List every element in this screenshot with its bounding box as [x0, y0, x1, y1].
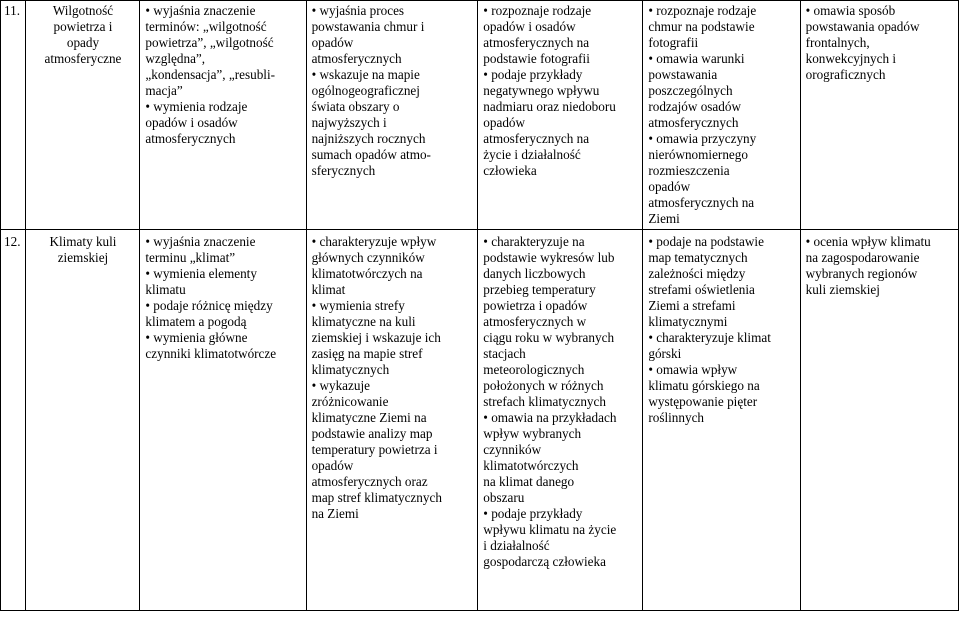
requirement-line: powietrza”, „wilgotność: [145, 35, 274, 50]
table-row: [1, 1, 959, 230]
requirement-line: klimatyczne na kuli: [311, 314, 416, 329]
requirement-line: klimatu: [145, 282, 186, 297]
requirement-line: na klimat danego: [483, 474, 575, 489]
requirement-line: zasięg na mapie stref: [311, 346, 423, 361]
topic-line: atmosferyczne: [44, 51, 122, 66]
requirement-line: względna”,: [145, 51, 206, 66]
requirement-line: klimatem a pogodą: [145, 314, 247, 329]
requirement-line: na Ziemi: [311, 506, 359, 521]
requirement-line: atmosferycznych: [145, 131, 236, 146]
requirement-line: • podaje na podstawie: [648, 234, 764, 249]
requirement-line: • wymienia rodzaje: [145, 99, 248, 114]
requirement-line: klimatotwórczych: [483, 458, 579, 473]
requirement-line: atmosferycznych w: [483, 314, 587, 329]
row-number: 11.: [1, 1, 26, 230]
requirements-celujaca: [800, 1, 958, 230]
requirement-line: danych liczbowych: [483, 266, 586, 281]
requirement-line: frontalnych,: [805, 35, 870, 50]
row-number: 12.: [1, 230, 26, 611]
requirement-line: strefach klimatycznych: [483, 394, 606, 409]
requirement-line: chmur na podstawie: [648, 19, 755, 34]
requirement-line: atmosferycznych na: [648, 195, 755, 210]
requirement-line: meteorologicznych: [483, 362, 585, 377]
requirement-line: kuli ziemskiej: [805, 282, 880, 297]
table-row: [1, 230, 959, 611]
requirement-line: ogólnogeograficznej: [311, 83, 420, 98]
requirement-line: nadmiaru oraz niedoboru: [483, 99, 616, 114]
requirement-line: rodzajów osadów: [648, 99, 741, 114]
requirement-line: położonych w różnych: [483, 378, 604, 393]
requirement-line: wpływ wybranych: [483, 426, 582, 441]
requirement-line: • podaje przykłady: [483, 67, 583, 82]
topic-line: opady: [66, 35, 100, 50]
requirement-line: występowanie pięter: [648, 394, 758, 409]
requirement-line: powstawania opadów: [805, 19, 920, 34]
requirement-line: poszczególnych: [648, 83, 733, 98]
topic-line: ziemskiej: [57, 250, 109, 265]
lesson-topic: [25, 230, 140, 611]
requirement-line: świata obszary o: [311, 99, 400, 114]
requirement-line: roślinnych: [648, 410, 705, 425]
requirement-line: • wyjaśnia proces: [311, 3, 405, 18]
requirement-line: • podaje różnicę między: [145, 298, 273, 313]
requirement-line: najniższych rocznych: [311, 131, 426, 146]
requirement-line: opadów: [648, 179, 691, 194]
requirement-line: • charakteryzuje klimat: [648, 330, 771, 345]
requirement-line: map stref klimatycznych: [311, 490, 442, 505]
requirement-line: opadów: [311, 35, 354, 50]
requirements-bardzo-dobra: [643, 1, 800, 230]
requirement-line: • omawia wpływ: [648, 362, 738, 377]
requirement-line: • omawia warunki: [648, 51, 745, 66]
requirements-dobra: [478, 230, 643, 611]
requirement-line: opadów i osadów: [145, 115, 238, 130]
requirements-celujaca: [800, 230, 958, 611]
requirements-dobra: [478, 1, 643, 230]
requirement-line: opadów i osadów: [483, 19, 576, 34]
requirement-line: strefami oświetlenia: [648, 282, 755, 297]
requirement-line: ziemskiej i wskazuje ich: [311, 330, 441, 345]
requirements-dopuszczajaca: [140, 1, 306, 230]
requirement-line: • omawia przyczyny: [648, 131, 757, 146]
requirement-line: Ziemi a strefami: [648, 298, 736, 313]
requirement-line: sferycznych: [311, 163, 376, 178]
requirement-line: podstawie analizy map: [311, 426, 433, 441]
requirement-line: ciągu roku w wybranych: [483, 330, 615, 345]
requirement-line: negatywnego wpływu: [483, 83, 600, 98]
requirement-line: gospodarczą człowieka: [483, 554, 606, 569]
requirements-dostateczna: [306, 230, 478, 611]
requirement-line: stacjach: [483, 346, 526, 361]
requirement-line: obszaru: [483, 490, 525, 505]
lesson-topic: [25, 1, 140, 230]
requirement-line: temperatury powietrza i: [311, 442, 438, 457]
requirement-line: macja”: [145, 83, 183, 98]
requirement-line: terminów: „wilgotność: [145, 19, 267, 34]
requirement-line: powietrza i opadów: [483, 298, 588, 313]
requirement-line: klimatu górskiego na: [648, 378, 760, 393]
requirement-line: czynniki klimatotwórcze: [145, 346, 277, 361]
requirement-line: na zagospodarowanie: [805, 250, 920, 265]
requirements-bardzo-dobra: [643, 230, 800, 611]
requirement-line: wpływu klimatu na życie: [483, 522, 617, 537]
requirement-line: głównych czynników: [311, 250, 425, 265]
requirement-line: atmosferycznych na: [483, 131, 590, 146]
requirement-line: człowieka: [483, 163, 537, 178]
requirement-line: map tematycznych: [648, 250, 748, 265]
requirement-line: powstawania chmur i: [311, 19, 425, 34]
requirement-line: nierównomiernego: [648, 147, 748, 162]
requirement-line: terminu „klimat”: [145, 250, 236, 265]
requirement-line: atmosferycznych: [311, 51, 402, 66]
requirement-line: fotografii: [648, 35, 699, 50]
requirement-line: • rozpoznaje rodzaje: [483, 3, 592, 18]
requirement-line: • wymienia główne: [145, 330, 248, 345]
topic-line: Wilgotność: [52, 3, 114, 18]
requirement-line: klimatycznych: [311, 362, 390, 377]
requirement-line: klimatycznymi: [648, 314, 728, 329]
requirement-line: i działalność: [483, 538, 550, 553]
requirement-line: podstawie fotografii: [483, 51, 590, 66]
requirement-line: • wykazuje: [311, 378, 371, 393]
requirement-line: atmosferycznych: [648, 115, 739, 130]
requirement-line: orograficznych: [805, 67, 886, 82]
requirement-line: klimatyczne Ziemi na: [311, 410, 427, 425]
requirement-line: klimat: [311, 282, 346, 297]
requirement-line: „kondensacja”, „resubli-: [145, 67, 276, 82]
requirement-line: • rozpoznaje rodzaje: [648, 3, 757, 18]
requirement-line: zależności między: [648, 266, 746, 281]
requirement-line: zróżnicowanie: [311, 394, 389, 409]
requirement-line: • omawia na przykładach: [483, 410, 617, 425]
requirement-line: opadów: [483, 115, 526, 130]
requirement-line: • podaje przykłady: [483, 506, 583, 521]
requirement-line: atmosferycznych na: [483, 35, 590, 50]
requirements-dostateczna: [306, 1, 478, 230]
requirement-line: • wymienia strefy: [311, 298, 405, 313]
requirement-line: • wyjaśnia znaczenie: [145, 234, 256, 249]
requirement-line: • charakteryzuje na: [483, 234, 585, 249]
requirements-dopuszczajaca: [140, 230, 306, 611]
requirement-line: Ziemi: [648, 211, 680, 226]
requirement-line: • wymienia elementy: [145, 266, 257, 281]
topic-line: Klimaty kuli: [49, 234, 117, 249]
requirement-line: atmosferycznych oraz: [311, 474, 428, 489]
requirement-line: • omawia sposób: [805, 3, 896, 18]
topic-line: powietrza i: [53, 19, 113, 34]
requirement-line: podstawie wykresów lub: [483, 250, 615, 265]
requirement-line: czynników: [483, 442, 542, 457]
requirement-line: opadów: [311, 458, 354, 473]
requirement-line: powstawania: [648, 67, 718, 82]
requirement-line: • ocenia wpływ klimatu: [805, 234, 931, 249]
requirement-line: klimatotwórczych na: [311, 266, 423, 281]
requirement-line: najwyższych i: [311, 115, 387, 130]
requirement-line: • wyjaśnia znaczenie: [145, 3, 256, 18]
requirement-line: • charakteryzuje wpływ: [311, 234, 437, 249]
requirement-line: wybranych regionów: [805, 266, 918, 281]
requirement-line: przebieg temperatury: [483, 282, 596, 297]
requirement-line: górski: [648, 346, 682, 361]
requirement-line: • wskazuje na mapie: [311, 67, 420, 82]
requirement-line: konwekcyjnych i: [805, 51, 897, 66]
requirement-line: rozmieszczenia: [648, 163, 730, 178]
requirement-line: życie i działalność: [483, 147, 581, 162]
requirement-line: sumach opadów atmo-: [311, 147, 431, 162]
